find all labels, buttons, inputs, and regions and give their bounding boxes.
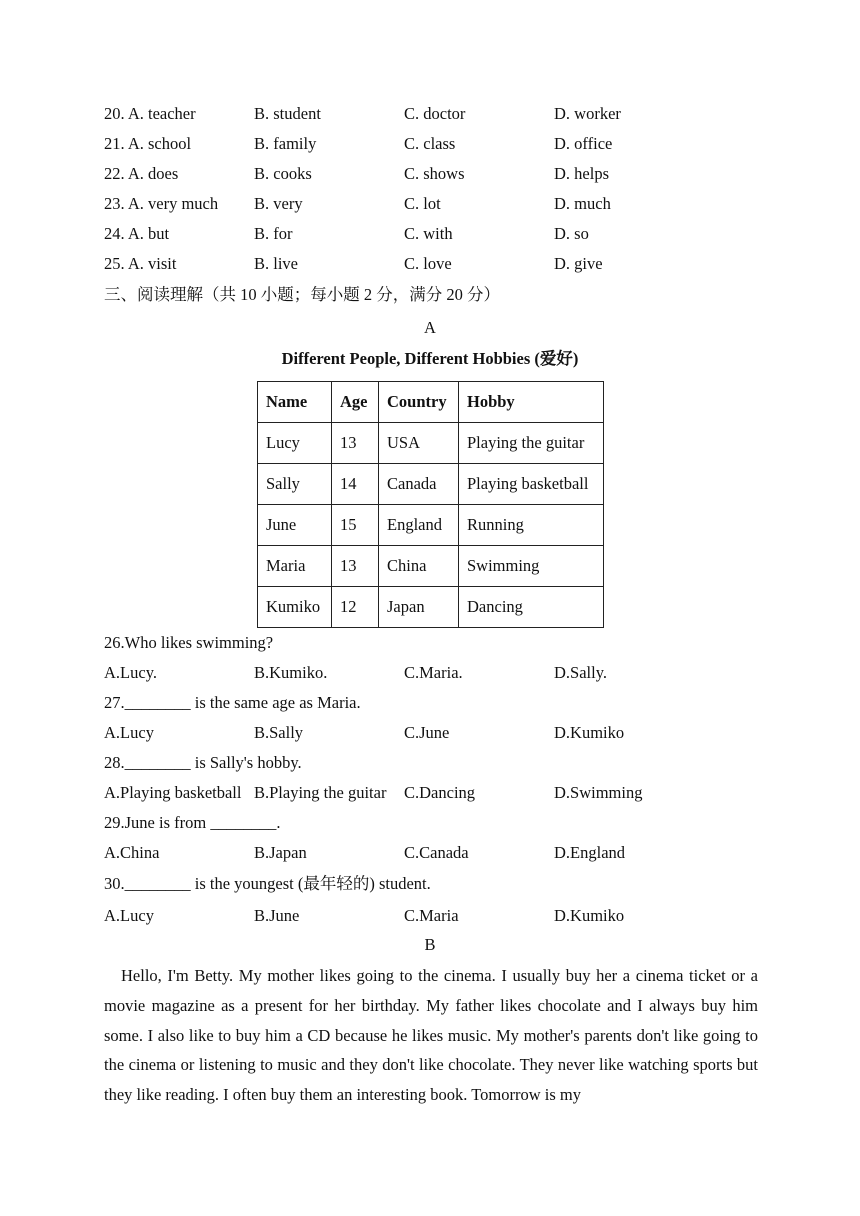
passage-b-paragraph: Hello, I'm Betty. My mother likes going to the cinema. I usually buy her a cinema ticket or a movie magazine as a present for her birthday. My father likes chocolate and I always buy him some. I also like to buy him a CD because he likes music. My mother's parents don't like going to the cinema or listening to music and they don't like chocolate. They never like watching sports but they like reading. I often buy them an interesting book. Tomorrow is my xyxy=(104,966,758,1105)
option-d: D.Kumiko xyxy=(554,906,625,925)
table-row xyxy=(258,546,604,587)
option-a: 22. A. does xyxy=(104,164,179,183)
cell-country: England xyxy=(379,505,459,546)
option-a: 20. A. teacher xyxy=(104,104,196,123)
question-26-stem: 26.Who likes swimming? xyxy=(104,633,274,652)
option-c: C. class xyxy=(404,134,456,153)
cell-hobby: Running xyxy=(459,505,604,546)
cell-name: Kumiko xyxy=(258,587,332,628)
cell-country: Canada xyxy=(379,464,459,505)
cell-age: 14 xyxy=(332,464,379,505)
option-b: B.Kumiko. xyxy=(254,663,328,682)
option-b: B. live xyxy=(254,254,298,273)
option-d: D. helps xyxy=(554,164,609,183)
option-d: D.Swimming xyxy=(554,783,643,802)
option-b: B. cooks xyxy=(254,164,312,183)
table-row xyxy=(258,505,604,546)
option-c: C.Maria xyxy=(404,906,459,925)
option-b: B.Japan xyxy=(254,843,307,862)
option-d: D.England xyxy=(554,843,626,862)
passage-a-label: A xyxy=(424,318,436,337)
cell-name: June xyxy=(258,505,332,546)
cell-hobby: Swimming xyxy=(459,546,604,587)
question-30-stem: 30.________ is the youngest (最年轻的) student. xyxy=(104,874,431,893)
hobby-table xyxy=(257,381,604,628)
option-d: D. much xyxy=(554,194,611,213)
cell-name: Maria xyxy=(258,546,332,587)
option-c: C.Dancing xyxy=(404,783,476,802)
table-row xyxy=(258,587,604,628)
option-a: A.Lucy xyxy=(104,906,154,925)
option-d: D.Sally. xyxy=(554,663,608,682)
cell-age: 12 xyxy=(332,587,379,628)
option-c: C. lot xyxy=(404,194,441,213)
passage-a-title: Different People, Different Hobbies (爱好) xyxy=(281,349,579,368)
option-a: A.China xyxy=(104,843,160,862)
cell-country: Japan xyxy=(379,587,459,628)
option-c: C.Canada xyxy=(404,843,469,862)
option-c: C.Maria. xyxy=(404,663,463,682)
section-heading: 三、阅读理解（共 10 小题；每小题 2 分，满分 20 分） xyxy=(104,285,500,304)
cell-age: 15 xyxy=(332,505,379,546)
header-country: Country xyxy=(379,382,459,423)
cell-age: 13 xyxy=(332,423,379,464)
cell-country: China xyxy=(379,546,459,587)
option-b: B. student xyxy=(254,104,321,123)
cell-hobby: Playing the guitar xyxy=(459,423,604,464)
option-a: A.Playing basketball xyxy=(104,783,242,802)
option-a: A.Lucy. xyxy=(104,663,157,682)
option-b: B.Sally xyxy=(254,723,304,742)
option-d: D.Kumiko xyxy=(554,723,625,742)
cell-name: Sally xyxy=(258,464,332,505)
table-header-row xyxy=(258,382,604,423)
option-c: C. love xyxy=(404,254,452,273)
cell-hobby: Dancing xyxy=(459,587,604,628)
cell-country: USA xyxy=(379,423,459,464)
table-row xyxy=(258,464,604,505)
header-age: Age xyxy=(332,382,379,423)
option-c: C. doctor xyxy=(404,104,466,123)
question-28-stem: 28.________ is Sally's hobby. xyxy=(104,753,302,772)
question-27-stem: 27.________ is the same age as Maria. xyxy=(104,693,361,712)
option-d: D. worker xyxy=(554,104,621,123)
option-a: 25. A. visit xyxy=(104,254,177,273)
option-a: A.Lucy xyxy=(104,723,154,742)
option-d: D. office xyxy=(554,134,613,153)
option-b: B. family xyxy=(254,134,317,153)
table-row xyxy=(258,423,604,464)
option-c: C.June xyxy=(404,723,450,742)
question-29-stem: 29.June is from ________. xyxy=(104,813,281,832)
cell-name: Lucy xyxy=(258,423,332,464)
option-a: 21. A. school xyxy=(104,134,192,153)
cell-hobby: Playing basketball xyxy=(459,464,604,505)
option-a: 24. A. but xyxy=(104,224,170,243)
option-d: D. so xyxy=(554,224,589,243)
passage-b-label: B xyxy=(424,935,436,954)
cell-age: 13 xyxy=(332,546,379,587)
header-hobby: Hobby xyxy=(459,382,604,423)
option-b: B. for xyxy=(254,224,293,243)
option-b: B.June xyxy=(254,906,300,925)
passage-b-body xyxy=(104,961,758,1110)
option-c: C. with xyxy=(404,224,453,243)
header-name: Name xyxy=(258,382,332,423)
option-b: B. very xyxy=(254,194,303,213)
option-a: 23. A. very much xyxy=(104,194,219,213)
option-d: D. give xyxy=(554,254,603,273)
option-c: C. shows xyxy=(404,164,465,183)
option-b: B.Playing the guitar xyxy=(254,783,387,802)
